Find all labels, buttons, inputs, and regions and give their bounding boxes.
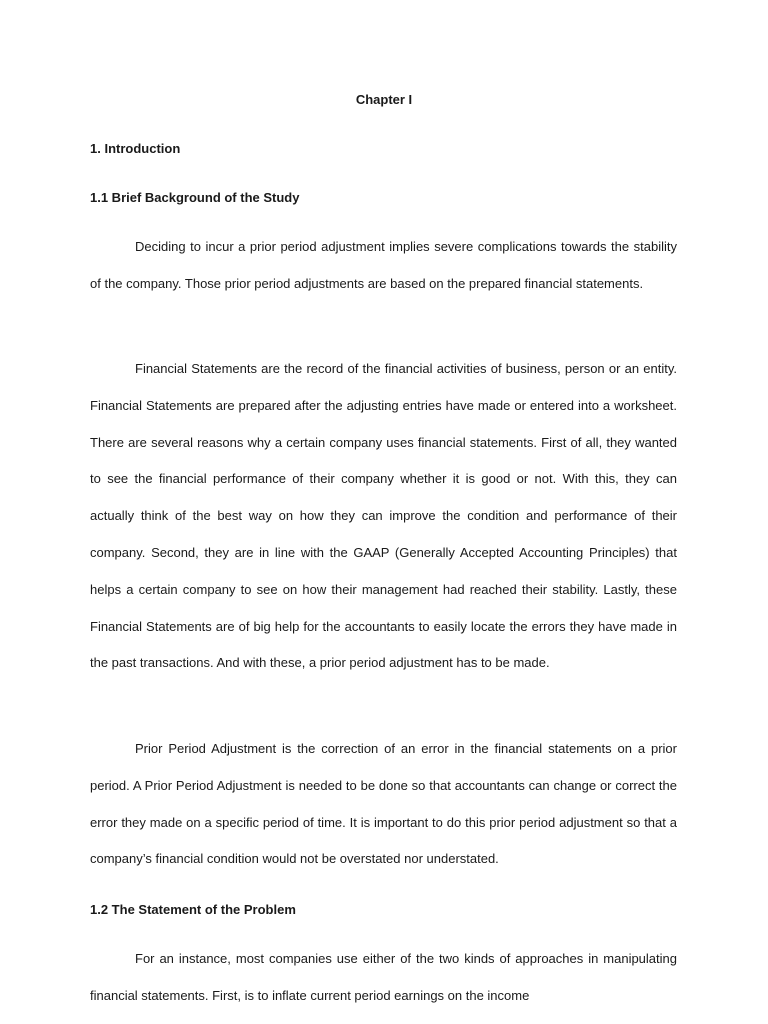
paragraph-prior-period-adjustment: Prior Period Adjustment is the correction of an error in the financial statements on a prior period. A Prior Period Adjustment is needed to be done so that accountants can change or correct the error they made on a specific period of time. It is important to do this prior period adjustment so that a company’s financial condition would not be overstated nor understated. bbox=[90, 741, 677, 867]
chapter-title: Chapter I bbox=[355, 92, 413, 107]
section-heading-introduction: 1. Introduction bbox=[90, 141, 181, 156]
section-heading-statement-of-problem: 1.2 The Statement of the Problem bbox=[90, 902, 296, 917]
paragraph-statement-of-problem: For an instance, most companies use either of the two kinds of approaches in manipulating financial statements. First, is to inflate current period earnings on the income bbox=[90, 951, 677, 1003]
paragraph-financial-statements: Financial Statements are the record of the financial activities of business, person or an entity. Financial Statements are prepared after the adjusting entries have made or entered into a worksheet. There are several reasons why a certain company uses financial statements. First of all, they wanted to see the financial performance of their company whether it is good or not. With this, they can actually think of the best way on how they can improve the condition and performance of their company. Second, they are in line with the GAAP (Generally Accepted Accounting Principles) that helps a certain company to see on how their management had reached their stability. Lastly, these Financial Statements are of big help for the accountants to easily locate the errors they have made in the past transactions. And with these, a prior period adjustment has to be made. bbox=[90, 361, 677, 671]
section-heading-background: 1.1 Brief Background of the Study bbox=[90, 190, 300, 205]
paragraph-prior-period-intro: Deciding to incur a prior period adjustment implies severe complications towards the stability of the company. Those prior period adjustments are based on the prepared financial statements. bbox=[90, 239, 677, 291]
